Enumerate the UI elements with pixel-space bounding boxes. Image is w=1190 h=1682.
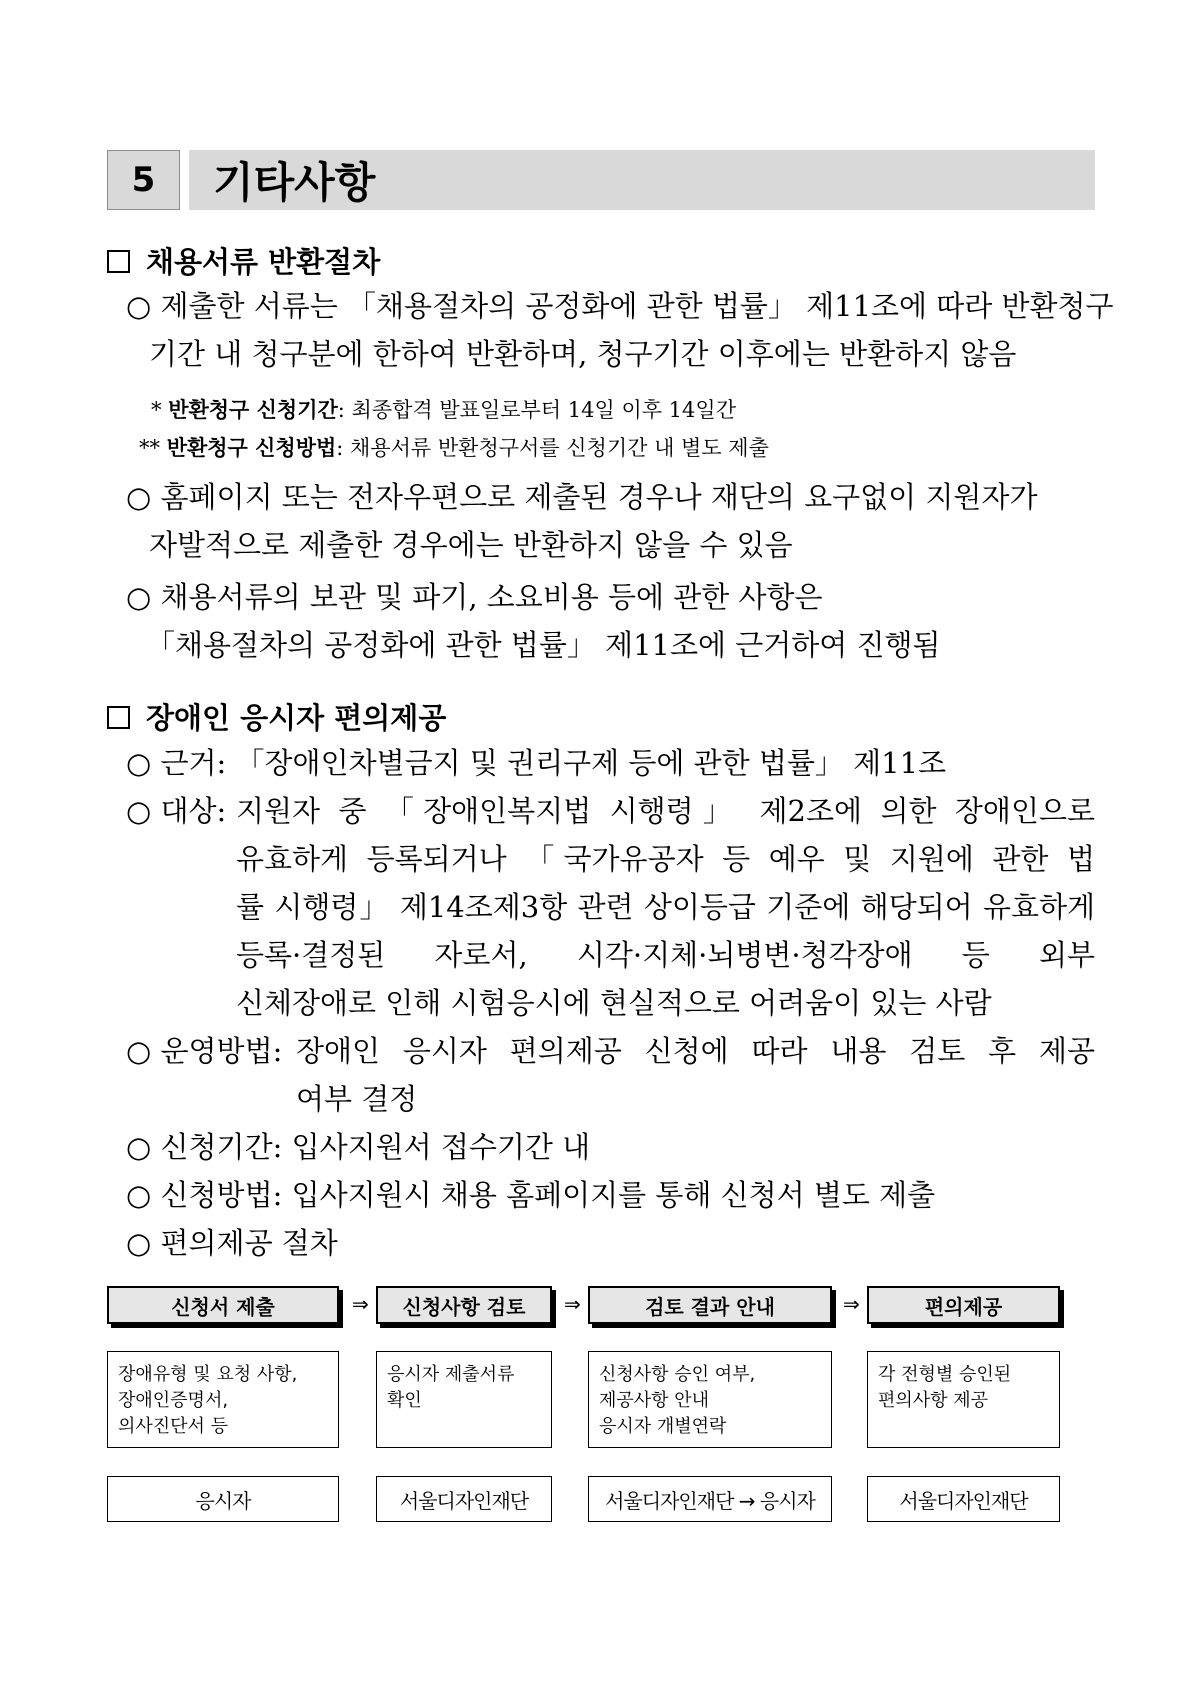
bullet-storage-line1: ○ 채용서류의 보관 및 파기, 소요비용 등에 관한 사항은 [126,580,823,614]
target-line5: 신체장애로 인해 시험응시에 현실적으로 어려움이 있는 사람 [236,986,992,1020]
flow-arrow-icon: ⇒ [564,1292,581,1316]
flow-step-3-desc [588,1351,832,1448]
bullet-basis: ○ 근거: 「장애인차별금지 및 권리구제 등에 관한 법률」 제11조 [126,746,947,780]
flow-arrow-icon: ⇒ [843,1292,860,1316]
desc-line: 장애유형 및 요청 사항, [118,1364,298,1385]
bullet-procedure: ○ 편의제공 절차 [126,1226,338,1260]
checkbox-square-icon [107,706,130,729]
flow-step-3-title: 검토 결과 안내 [588,1286,832,1324]
desc-line: 확인 [387,1390,422,1411]
desc-line: 각 전형별 승인된 [878,1364,1012,1385]
desc-line: 응시자 개별연락 [599,1416,727,1437]
bullet-return-line2: 기간 내 청구분에 한하여 반환하며, 청구기간 이후에는 반환하지 않음 [149,337,1017,371]
flow-step-2-actor: 서울디자인재단 [376,1476,552,1522]
flow-step-4-actor: 서울디자인재단 [867,1476,1060,1522]
desc-line: 응시자 제출서류 [387,1364,515,1385]
method-line2: 여부 결정 [296,1082,418,1116]
bullet-return-line1: ○ 제출한 서류는 「채용절차의 공정화에 관한 법률」 제11조에 따라 반환청구 [126,289,1114,323]
bullet-period: ○ 신청기간: 입사지원서 접수기간 내 [126,1130,591,1164]
desc-line: 신청사항 승인 여부, [599,1364,756,1385]
heading-text: 장애인 응시자 편의제공 [146,701,447,735]
target-line3: 률 시행령」 제14조제3항 관련 상이등급 기준에 해당되어 유효하게 [236,890,1095,924]
desc-line: 제공사항 안내 [599,1390,710,1411]
bullet-target-label: ○ 대상: [126,794,227,828]
section-number: 5 [107,150,180,210]
bullet-storage-line2: 「채용절차의 공정화에 관한 법률」 제11조에 근거하여 진행됨 [146,628,941,662]
desc-line: 의사진단서 등 [118,1416,229,1437]
flow-step-1-desc [107,1351,339,1448]
note-text: : 최종합격 발표일로부터 14일 이후 14일간 [337,398,736,422]
flow-step-2-desc [376,1351,552,1448]
bullet-method-label: ○ 운영방법: [126,1034,283,1068]
flow-arrow-icon: ⇒ [352,1292,369,1316]
bullet-homepage-line1: ○ 홈페이지 또는 전자우편으로 제출된 경우나 재단의 요구없이 지원자가 [126,480,1038,514]
heading-text: 채용서류 반환절차 [146,245,381,279]
target-line1: 지원자 중 「장애인복지법 시행령」 제2조에 의한 장애인으로 [236,794,1095,828]
section-title [189,150,1095,210]
note-return-period [151,399,736,421]
subsection-heading-disability [107,701,447,735]
bullet-homepage-line2: 자발적으로 제출한 경우에는 반환하지 않을 수 있음 [149,528,793,562]
desc-line: 편의사항 제공 [878,1390,989,1411]
target-line2: 유효하게 등록되거나 「국가유공자 등 예우 및 지원에 관한 법 [236,842,1095,876]
section-title-text: 기타사항 [213,158,376,207]
bullet-apply: ○ 신청방법: 입사지원시 채용 홈페이지를 통해 신청서 별도 제출 [126,1178,936,1212]
checkbox-square-icon [107,250,130,273]
desc-line: 장애인증명서, [118,1390,229,1411]
flow-step-2-title: 신청사항 검토 [376,1286,552,1324]
flow-step-3-actor: 서울디자인재단 → 응시자 [588,1476,832,1522]
method-line1: 장애인 응시자 편의제공 신청에 따라 내용 검토 후 제공 [296,1034,1095,1068]
flow-step-4-desc [867,1351,1060,1448]
note-mark: ** [139,436,160,460]
flow-step-1-actor: 응시자 [107,1476,339,1522]
note-label: 반환청구 신청방법 [166,435,337,460]
note-return-method [139,437,769,459]
note-label: 반환청구 신청기간 [168,397,338,422]
note-mark: * [151,398,162,422]
subsection-heading-return [107,245,381,279]
flow-step-1-title: 신청서 제출 [107,1286,339,1324]
target-line4: 등록·결정된 자로서, 시각·지체·뇌병변·청각장애 등 외부 [236,938,1095,972]
note-text: : 채용서류 반환청구서를 신청기간 내 별도 제출 [336,436,769,460]
flow-step-4-title: 편의제공 [867,1286,1060,1324]
